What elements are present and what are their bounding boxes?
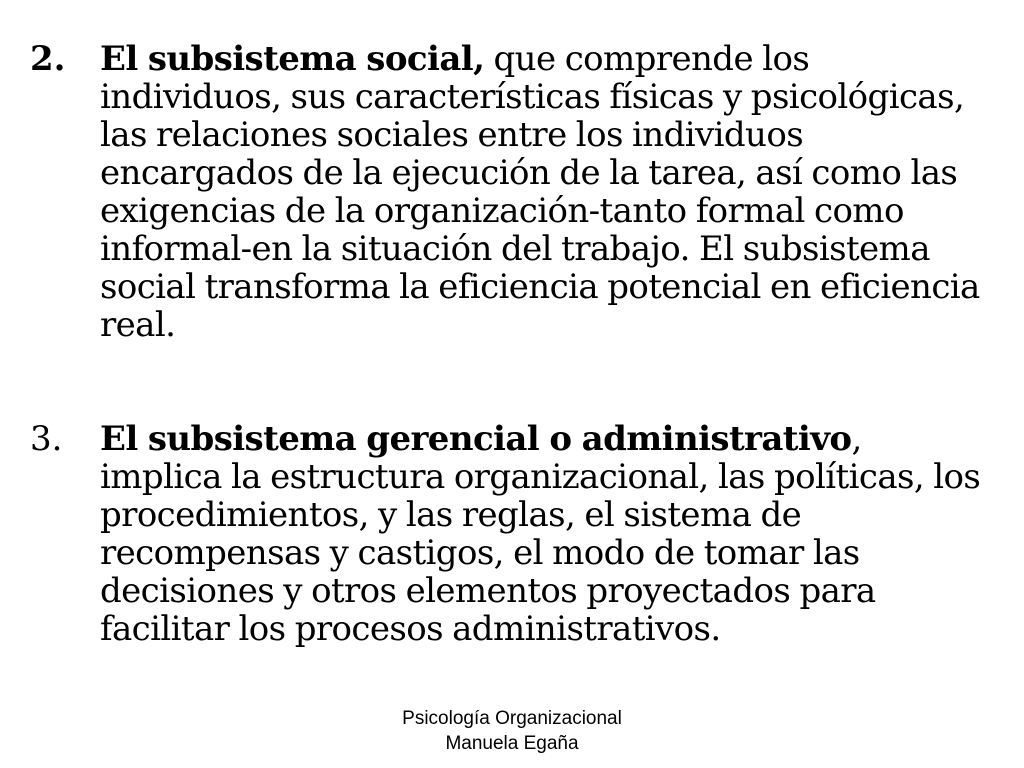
list-item-body: que comprende los individuos, sus características físicas y psicológicas, las relaciones sociales entre los individuos encargados de la ejecución de la tarea, así como las exigencias de la organización-tanto formal como informal-en la situación del trabajo. El subsistema social transforma la eficiencia potencial en eficiencia real. [100, 39, 980, 345]
list-item-number: 2. [30, 39, 66, 79]
list-item-management-subsystem [30, 420, 990, 648]
footer-author: Manuela Egaña [445, 733, 579, 754]
list-item-number: 3. [30, 419, 63, 459]
footer-course: Psicología Organizacional [402, 708, 622, 729]
list-item-text [100, 420, 990, 648]
slide-footer [0, 706, 1024, 756]
list-item-body: , implica la estructura organizacional, las políticas, los procedimientos, y las reglas, el sistema de recompensas y castigos, el modo de tomar las decisiones y otros elementos proyectados para facilitar los procesos administrativos. [100, 419, 981, 649]
list-item-social-subsystem [30, 40, 990, 344]
list-item-heading: El subsistema gerencial o administrativo [100, 419, 852, 459]
list-item-heading: El subsistema social, [100, 39, 485, 79]
list-item-text [100, 40, 990, 344]
